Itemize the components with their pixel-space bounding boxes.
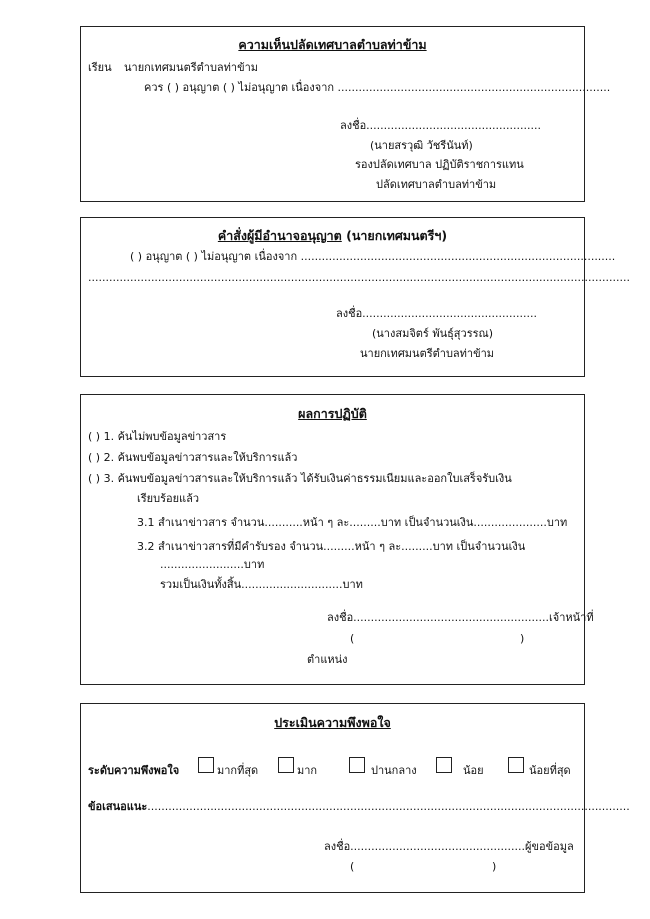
- deputy-opinion-section: [80, 26, 585, 202]
- officer-signature-line: ลงชื่อ........................................................เจ้าหน้าที่: [327, 611, 594, 624]
- result-title: ผลการปฏิบัติ: [298, 406, 367, 421]
- result-item-2: ( ) 2. ค้นพบข้อมูลข่าวสารและให้บริการแล้ว: [88, 451, 298, 464]
- deputy-position-2: ปลัดเทศบาลตำบลท่าข้าม: [376, 178, 497, 191]
- mayor-name: (นางสมจิตร์ พันธุ์สุวรรณ): [372, 327, 494, 340]
- to-label: เรียน: [88, 61, 112, 74]
- option-low: น้อย: [463, 764, 484, 777]
- mayor-position: นายกเทศมนตรีตำบลท่าข้าม: [360, 347, 495, 360]
- mayor-order-title: [80, 229, 585, 243]
- option-high: มาก: [297, 764, 318, 777]
- suggestion-line: [88, 800, 630, 814]
- deputy-decision-line: ควร ( ) อนุญาต ( ) ไม่อนุญาต เนื่องจาก ..............................................................................: [144, 81, 611, 94]
- satisfaction-section: [80, 703, 585, 893]
- mayor-decision-line: ( ) อนุญาต ( ) ไม่อนุญาต เนื่องจาก ..........................................................................................: [130, 250, 616, 263]
- mayor-order-title-main: คำสั่งผู้มีอำนาจอนุญาต: [217, 228, 342, 243]
- certified-copy-cont: ........................บาท: [160, 558, 265, 571]
- requester-paren-close: ): [492, 860, 497, 873]
- satisfaction-title: ประเมินความพึงพอใจ: [274, 715, 391, 730]
- result-item-3: ( ) 3. ค้นพบข้อมูลข่าวสารและให้บริการแล้ว ได้รับเงินค่าธรรมเนียมและออกใบเสร็จรับเงิน: [88, 472, 512, 485]
- officer-paren-close: ): [520, 632, 525, 645]
- copy-fee-line: 3.1 สำเนาข่าวสาร จำนวน...........หน้า ๆ ละ.........บาท เป็นจำนวนเงิน.....................บาท: [137, 516, 568, 529]
- requester-paren-open: (: [350, 860, 355, 873]
- result-item-3-cont: เรียบร้อยแล้ว: [137, 492, 200, 505]
- officer-paren-open: (: [350, 632, 355, 645]
- deputy-signature-line: ลงชื่อ..................................................: [340, 119, 542, 132]
- deputy-name: (นายสรวุฒิ วัชรีนันท์): [370, 139, 473, 152]
- suggestion-dots: ..........................................................................................................................................: [147, 800, 630, 813]
- checkbox-very-high[interactable]: [198, 757, 214, 773]
- deputy-opinion-title: ความเห็นปลัดเทศบาลตำบลท่าข้าม: [238, 37, 427, 52]
- satisfaction-level-label: ระดับความพึงพอใจ: [88, 764, 180, 777]
- mayor-signature-line: ลงชื่อ..................................................: [336, 307, 538, 320]
- mayor-order-title-suffix: (นายกเทศมนตรีฯ): [341, 228, 448, 243]
- checkbox-low[interactable]: [436, 757, 452, 773]
- checkbox-medium[interactable]: [349, 757, 365, 773]
- certified-copy-line: 3.2 สำเนาข่าวสารที่มีคำรับรอง จำนวน.........หน้า ๆ ละ.........บาท เป็นจำนวนเงิน: [137, 540, 526, 553]
- checkbox-high[interactable]: [278, 757, 294, 773]
- option-medium: ปานกลาง: [371, 764, 417, 777]
- option-very-high: มากที่สุด: [217, 764, 259, 777]
- officer-position: ตำแหน่ง: [307, 653, 348, 666]
- suggestion-label: ข้อเสนอแนะ: [88, 800, 148, 813]
- mayor-reason-dots: ...........................................................................................................................................................: [88, 271, 630, 284]
- result-item-1: ( ) 1. ค้นไม่พบข้อมูลข่าวสาร: [88, 430, 227, 443]
- option-very-low: น้อยที่สุด: [529, 764, 571, 777]
- requester-signature-line: ลงชื่อ..................................................ผู้ขอข้อมูล: [324, 840, 574, 853]
- deputy-position-1: รองปลัดเทศบาล ปฏิบัติราชการแทน: [355, 158, 524, 171]
- to-value: นายกเทศมนตรีตำบลท่าข้าม: [124, 61, 259, 74]
- total-amount-line: รวมเป็นเงินทั้งสิ้น.............................บาท: [160, 578, 363, 591]
- checkbox-very-low[interactable]: [508, 757, 524, 773]
